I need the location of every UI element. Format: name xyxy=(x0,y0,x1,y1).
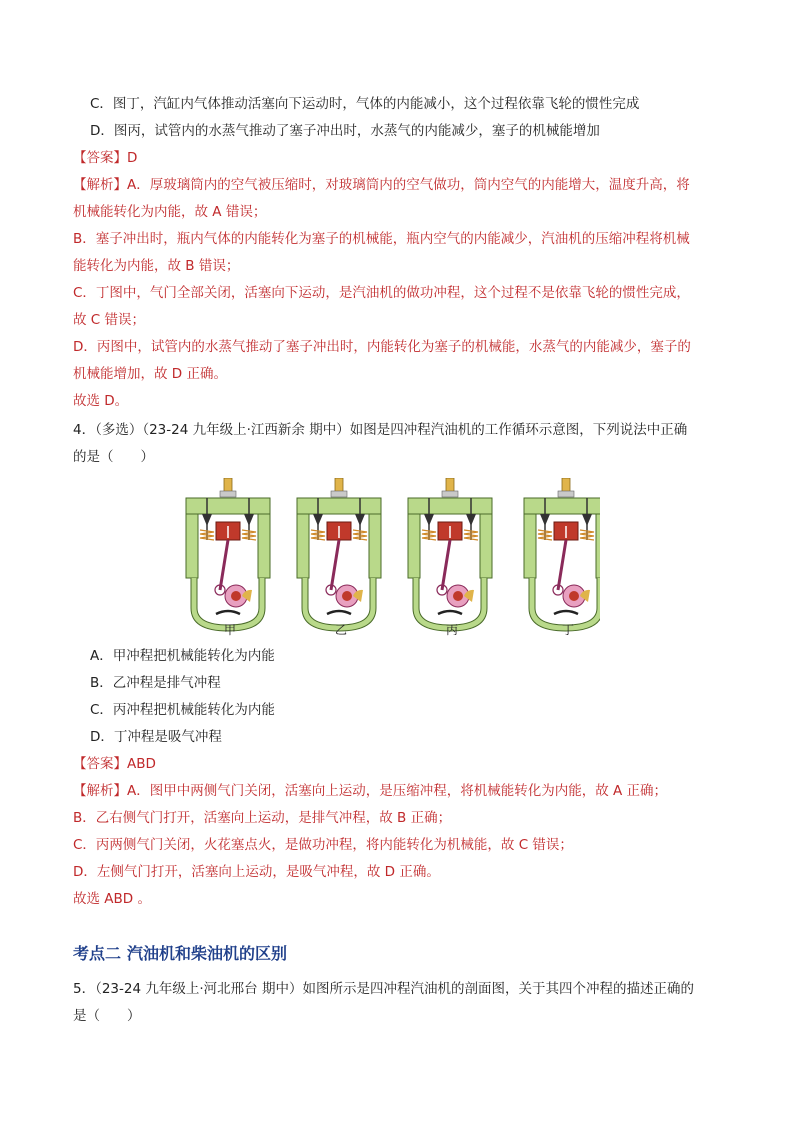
q3-analysis-line: 机械能增加，故 D 正确。 xyxy=(73,366,227,382)
q3-analysis-line: D．丙图中，试管内的水蒸气推动了塞子冲出时，内能转化为塞子的机械能，水蒸气的内能减少，塞子的 xyxy=(73,339,691,355)
answer-value: D xyxy=(127,150,138,166)
engine-bing xyxy=(408,478,492,628)
q5-stem-cont: 是（ ） xyxy=(73,1008,141,1024)
q3-option-c: C．图丁，汽缸内气体推动活塞向下运动时，气体的内能减小，这个过程依靠飞轮的惯性完成 xyxy=(90,96,640,112)
q3-analysis-line: 故 C 错误； xyxy=(73,312,146,328)
q4-conclusion: 故选 ABD 。 xyxy=(73,891,151,907)
q3-option-d: D．图丙，试管内的水蒸气推动了塞子冲出时，水蒸气的内能减少，塞子的机械能增加 xyxy=(90,123,600,139)
answer-tag: 【答案】 xyxy=(73,756,127,772)
analysis-tag: 【解析】 xyxy=(73,783,127,799)
q4-answer xyxy=(73,755,156,773)
q4-stem-cont: 的是（ ） xyxy=(73,449,154,465)
engine-ding xyxy=(524,478,600,628)
q4-analysis-line: C．丙两侧气门关闭，火花塞点火，是做功冲程，将内能转化为机械能，故 C 错误； xyxy=(73,837,573,853)
engine-cycle-figure xyxy=(180,478,600,638)
engine-yi xyxy=(297,478,381,628)
figure-label-jia: 甲 xyxy=(224,623,237,637)
figure-label-yi: 乙 xyxy=(335,623,348,637)
q3-analysis-line: 能转化为内能，故 B 错误； xyxy=(73,258,240,274)
figure-label-ding: 丁 xyxy=(562,623,575,637)
q3-analysis-line: B．塞子冲出时，瓶内气体的内能转化为塞子的机械能，瓶内空气的内能减少，汽油机的压缩冲程将机械 xyxy=(73,231,690,247)
q3-analysis-line: C．丁图中，气门全部关闭，活塞向下运动，是汽油机的做功冲程，这个过程不是依靠飞轮的惯性完成， xyxy=(73,285,690,301)
q4-option-b: B．乙冲程是排气冲程 xyxy=(90,675,221,691)
answer-value: ABD xyxy=(127,756,156,772)
q3-analysis-line: 机械能转化为内能，故 A 错误； xyxy=(73,204,267,220)
q3-answer xyxy=(73,149,137,167)
engine-jia xyxy=(186,478,270,628)
analysis-text: A．厚玻璃筒内的空气被压缩时，对玻璃筒内的空气做功，筒内空气的内能增大，温度升高，将 xyxy=(127,177,690,193)
q4-analysis-line: D．左侧气门打开，活塞向上运动，是吸气冲程，故 D 正确。 xyxy=(73,864,440,880)
q5-stem: 5．（23-24 九年级上·河北邢台 期中）如图所示是四冲程汽油机的剖面图，关于其四个冲程的描述正确的 xyxy=(73,981,694,997)
figure-label-bing: 丙 xyxy=(446,623,459,637)
q4-analysis-line: B．乙右侧气门打开，活塞向上运动，是排气冲程，故 B 正确； xyxy=(73,810,452,826)
q3-conclusion: 故选 D。 xyxy=(73,393,129,409)
section-number: 考点二 xyxy=(73,944,122,963)
q3-analysis-line xyxy=(73,176,690,194)
q4-stem: 4．（多选）（23-24 九年级上·江西新余 期中）如图是四冲程汽油机的工作循环示意图，下列说法中正确 xyxy=(73,422,688,438)
q4-option-c: C．丙冲程把机械能转化为内能 xyxy=(90,702,275,718)
q4-option-a: A．甲冲程把机械能转化为内能 xyxy=(90,648,275,664)
q4-analysis-line xyxy=(73,782,667,800)
analysis-text: A．图甲中两侧气门关闭，活塞向上运动，是压缩冲程，将机械能转化为内能，故 A 正确； xyxy=(127,783,668,799)
section-title: 汽油机和柴油机的区别 xyxy=(127,944,288,963)
section-heading xyxy=(73,944,293,964)
analysis-tag: 【解析】 xyxy=(73,177,127,193)
q4-option-d: D．丁冲程是吸气冲程 xyxy=(90,729,222,745)
answer-tag: 【答案】 xyxy=(73,150,127,166)
